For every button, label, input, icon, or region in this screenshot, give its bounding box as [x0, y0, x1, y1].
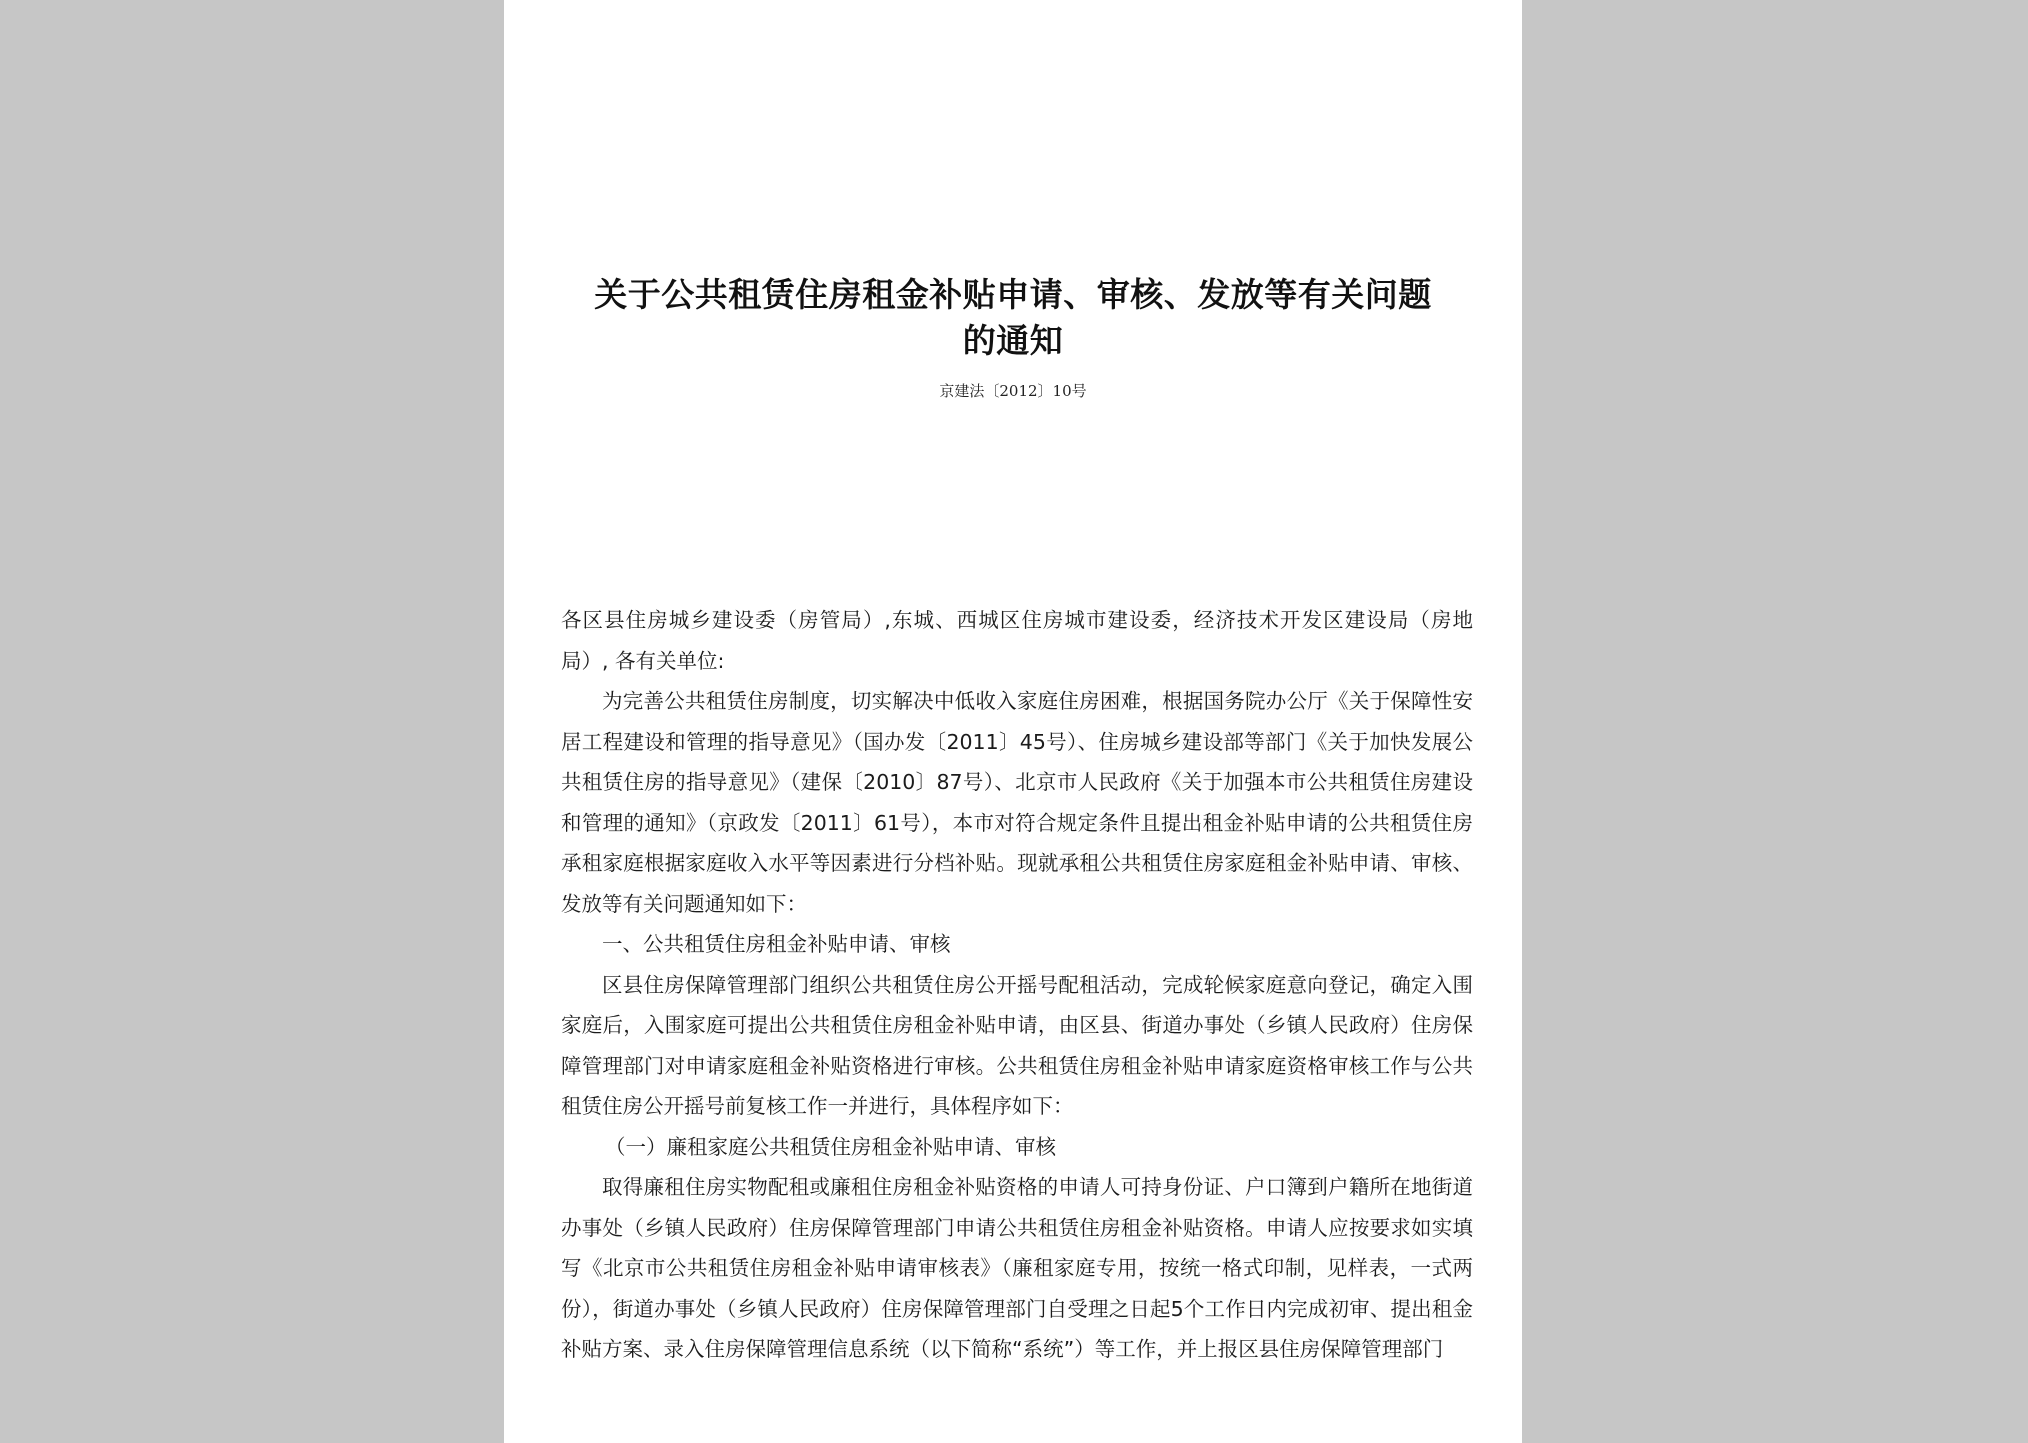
- document-page: [504, 0, 1522, 1443]
- subsection-heading-1: （一）廉租家庭公共租赁住房租金补贴申请、审核: [605, 1134, 1056, 1159]
- title-line-2: 的通知: [962, 321, 1064, 360]
- paragraph-intro: 为完善公共租赁住房制度，切实解决中低收入家庭住房困难，根据国务院办公厅《关于保障性安居工程建设和管理的指导意见》（国办发〔2011〕45号）、住房城乡建设部等部门《关于加快发展公共租赁住房的指导意见》（建保〔2010〕87号）、北京市人民政府《关于加强本市公共租赁住房建设和管理的通知》（京政发〔2011〕61号），本市对符合规定条件且提出租金补贴申请的公共租赁住房承租家庭根据家庭收入水平等因素进行分档补贴。现就承租公共租赁住房家庭租金补贴申请、审核、发放等有关问题通知如下：: [561, 689, 1473, 916]
- document-body: [561, 600, 1473, 1370]
- document-title: [504, 272, 1522, 364]
- paragraph-subsection-1: 取得廉租住房实物配租或廉租住房租金补贴资格的申请人可持身份证、户口簿到户籍所在地街道办事处（乡镇人民政府）住房保障管理部门申请公共租赁住房租金补贴资格。申请人应按要求如实填写《北京市公共租赁住房租金补贴申请审核表》（廉租家庭专用，按统一格式印制，见样表，一式两份），街道办事处（乡镇人民政府）住房保障管理部门自受理之日起5个工作日内完成初审、提出租金补贴方案、录入住房保障管理信息系统（以下简称“系统”）等工作，并上报区县住房保障管理部门: [561, 1175, 1473, 1361]
- document-number: 京建法〔2012〕10号: [939, 382, 1087, 400]
- title-line-1: 关于公共租赁住房租金补贴申请、审核、发放等有关问题: [594, 275, 1432, 314]
- paragraph-section-1: 区县住房保障管理部门组织公共租赁住房公开摇号配租活动，完成轮候家庭意向登记，确定入围家庭后，入围家庭可提出公共租赁住房租金补贴申请，由区县、街道办事处（乡镇人民政府）住房保障管理部门对申请家庭租金补贴资格进行审核。公共租赁住房租金补贴申请家庭资格审核工作与公共租赁住房公开摇号前复核工作一并进行，具体程序如下：: [561, 972, 1473, 1118]
- salutation: 各区县住房城乡建设委（房管局）,东城、西城区住房城市建设委，经济技术开发区建设局（房地局）, 各有关单位:: [561, 608, 1473, 673]
- section-heading-1: 一、公共租赁住房租金补贴申请、审核: [602, 932, 951, 956]
